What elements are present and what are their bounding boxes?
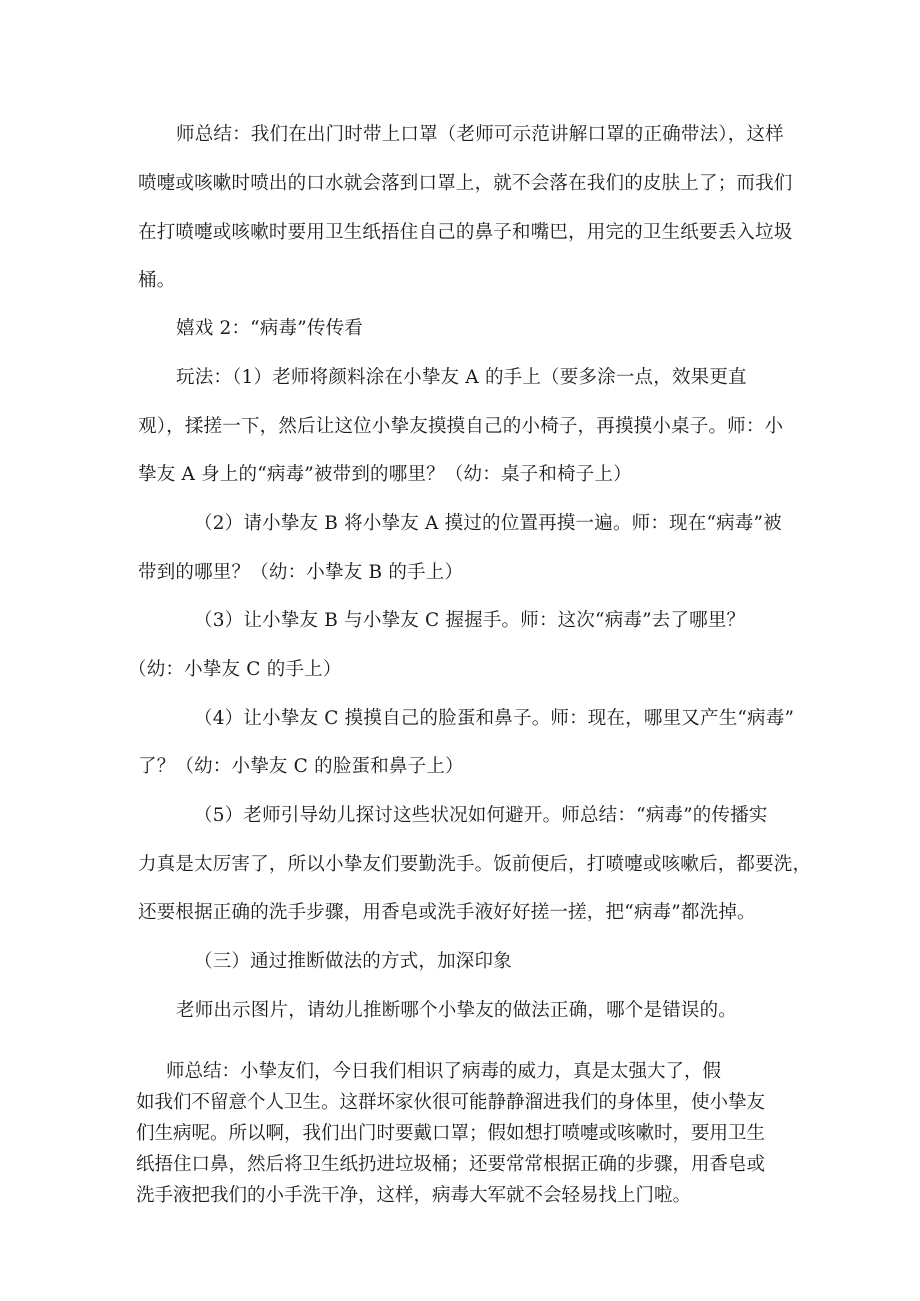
step-5-line-2: 力真是太厉害了，所以小挚友们要勤洗手。饭前便后，打喷嚏或咳嗽后，都要洗， (138, 854, 812, 875)
paragraph-1-line-3: 在打喷嚏或咳嗽时要用卫生纸捂住自己的鼻子和嘴巴，用完的卫生纸要丢入垃圾 (138, 222, 793, 243)
summary-line-4: 纸捂住口鼻，然后将卫生纸扔进垃圾桶；还要常常根据正确的步骤，用香皂或 (136, 1154, 766, 1175)
play-line-2: 观），揉搓一下，然后让这位小挚友摸摸自己的小椅子，再摸摸小桌子。师：小 (138, 416, 784, 437)
show-pictures-paragraph: 老师出示图片，请幼儿推断哪个小挚友的做法正确，哪个是错误的。 (176, 1000, 738, 1021)
step-3-line-1: （3）让小挚友 B 与小挚友 C 握握手。师：这次“病毒”去了哪里？ (194, 610, 746, 631)
step-2-line-2: 带到的哪里？（幼：小挚友 B 的手上） (138, 562, 464, 583)
game-2-heading: 嬉戏 2：“病毒”传传看 (176, 318, 363, 339)
section-3-heading: （三）通过推断做法的方式，加深印象 (194, 951, 512, 972)
play-line-3: 挚友 A 身上的“病毒”被带到的哪里？（幼：桌子和椅子上） (138, 464, 632, 485)
paragraph-1-line-2: 喷嚏或咳嗽时喷出的口水就会落到口罩上，就不会落在我们的皮肤上了；而我们 (138, 173, 793, 194)
step-4-line-1: （4）让小挚友 C 摸摸自己的脸蛋和鼻子。师：现在，哪里又产生“病毒” (194, 708, 795, 729)
step-2-line-1: （2）请小挚友 B 将小挚友 A 摸过的位置再摸一遍。师：现在“病毒”被 (194, 513, 782, 534)
play-line-1: 玩法：（1）老师将颜料涂在小挚友 A 的手上（要多涂一点，效果更直 (176, 367, 747, 388)
summary-line-5: 洗手液把我们的小手洗干净，这样，病毒大军就不会轻易找上门啦。 (136, 1185, 692, 1206)
step-4-line-2: 了？（幼：小挚友 C 的脸蛋和鼻子上） (138, 756, 464, 777)
summary-line-3: 们生病呢。所以啊，我们出门时要戴口罩；假如想打喷嚏或咳嗽时，要用卫生 (136, 1123, 766, 1144)
paragraph-1-line-1: 师总结：我们在出门时带上口罩（老师可示范讲解口罩的正确带法），这样 (176, 124, 784, 145)
step-5-line-3: 还要根据正确的洗手步骤，用香皂或洗手液好好搓一搓，把“病毒”都洗掉。 (138, 902, 756, 923)
summary-line-2: 如我们不留意个人卫生。这群坏家伙很可能静静溜进我们的身体里，使小挚友 (136, 1092, 766, 1113)
summary-line-1: 师总结：小挚友们，今日我们相识了病毒的威力，真是太强大了，假 (166, 1061, 722, 1082)
paragraph-1-line-4: 桶。 (138, 270, 176, 291)
step-5-line-1: （5）老师引导幼儿探讨这些状况如何避开。师总结：“病毒”的传播实 (194, 805, 768, 826)
step-3-line-2: （幼：小挚友 C 的手上） (128, 659, 342, 680)
